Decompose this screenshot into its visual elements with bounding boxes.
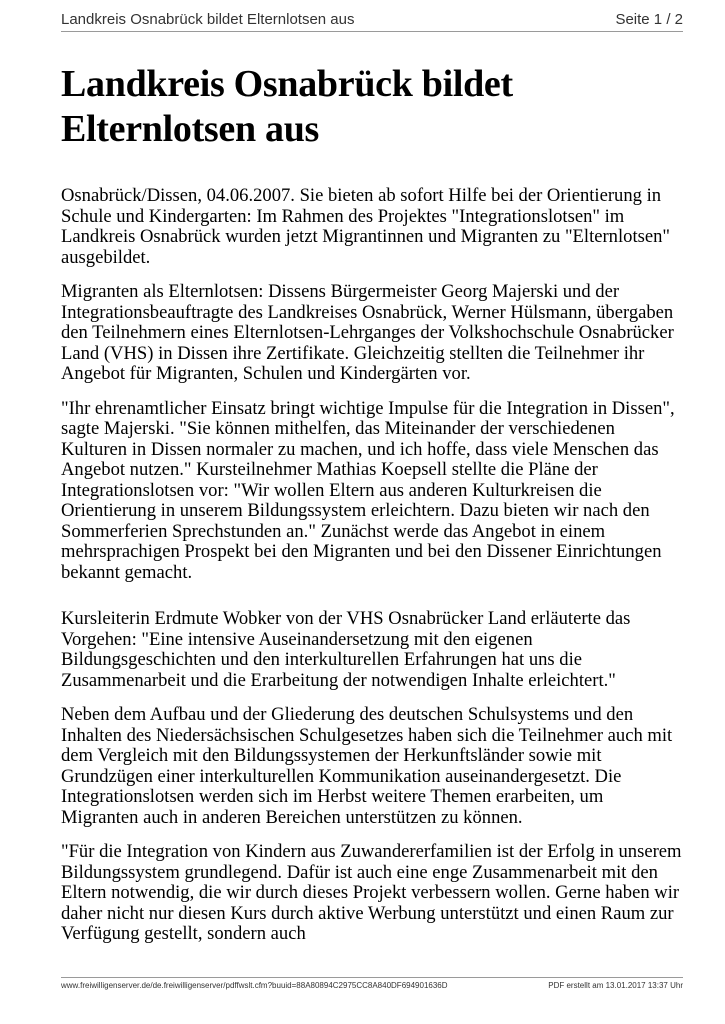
page-header: [61, 9, 683, 32]
paragraph-certificates: Migranten als Elternlotsen: Dissens Bürgermeister Georg Majerski und der Integrationsbeauftragte des Landkreises Osnabrück, Werner Hülsmann, übergaben den Teilnehmern eines Elternlotsen-Lehrganges der Volkshochschule Osnabrücker Land (VHS) in Dissen ihre Zertifikate. Gleichzeitig stellten die Teilnehmer ihr Angebot für Migranten, Schulen und Kindergärten vor.: [61, 281, 674, 384]
page-number: Seite 1 / 2: [615, 11, 683, 28]
paragraph-integration-quote: "Für die Integration von Kindern aus Zuwandererfamilien ist der Erfolg in unserem Bildungssystem grundlegend. Dafür ist auch eine enge Zusammenarbeit mit den Eltern notwendig, die wir durch dieses Projekt verbessern wollen. Gerne haben wir daher nicht nur diesen Kurs durch aktive Werbung unterstützt und einen Raum zur Verfügung gestellt, sondern auch: [61, 841, 682, 944]
page-footer: [61, 977, 683, 992]
header-title: Landkreis Osnabrück bildet Elternlotsen aus: [61, 11, 355, 28]
paragraph-intro: Osnabrück/Dissen, 04.06.2007. Sie bieten ab sofort Hilfe bei der Orientierung in Schule und Kindergarten: Im Rahmen des Projektes "Integrationslotsen" im Landkreis Osnabrück wurden jetzt Migrantinnen und Migranten zu "Elternlotsen" ausgebildet.: [61, 185, 670, 268]
footer-created-date: PDF erstellt am 13.01.2017 13:37 Uhr: [548, 981, 683, 990]
paragraph-wobker-quote: Kursleiterin Erdmute Wobker von der VHS Osnabrücker Land erläuterte das Vorgehen: "Eine intensive Auseinandersetzung mit den eigenen Bildungsgeschichten und den interkulturellen Erfahrungen hat uns die Zusammenarbeit und die Erarbeitung der notwendigen Inhalte erleichtert.": [61, 608, 631, 691]
paragraph-majerski-quote: "Ihr ehrenamtlicher Einsatz bringt wichtige Impulse für die Integration in Dissen", sagte Majerski. "Sie können mithelfen, das Miteinander der verschiedenen Kulturen in Dissen normaler zu machen, und ich hoffe, dass viele Menschen das Angebot nutzen." Kursteilnehmer Mathias Koepsell stellte die Pläne der Integrationslotsen vor: "Wir wollen Eltern aus anderen Kulturkreisen die Orientierung in unserem Bildungssystem erleichtern. Dazu bieten wir nach den Sommerferien Sprechstunden an." Zunächst werde das Angebot in einem mehrsprachigen Prospekt bei den Migranten und bei den Dissener Einrichtungen bekannt gemacht.: [61, 397, 675, 583]
article-body: [61, 186, 683, 945]
paragraph-curriculum: Neben dem Aufbau und der Gliederung des deutschen Schulsystems und den Inhalten des Niedersächsischen Schulgesetzes haben sich die Teilnehmer auch mit dem Vergleich mit den Bildungssystemen der Herkunftsländer sowie mit Grundzügen einer interkulturellen Kommunikation auseinandergesetzt. Die Integrationslotsen werden sich im Herbst weitere Themen erarbeiten, um Migranten auch in anderen Bereichen unterstützen zu können.: [61, 704, 673, 828]
article: [61, 62, 683, 959]
footer-url: www.freiwilligenserver.de/de.freiwilligenserver/pdffwslt.cfm?buuid=88A80894C2975CC8A840DF694901636D: [61, 981, 448, 990]
article-headline: Landkreis Osnabrück bildet Elternlotsen aus: [61, 63, 513, 150]
